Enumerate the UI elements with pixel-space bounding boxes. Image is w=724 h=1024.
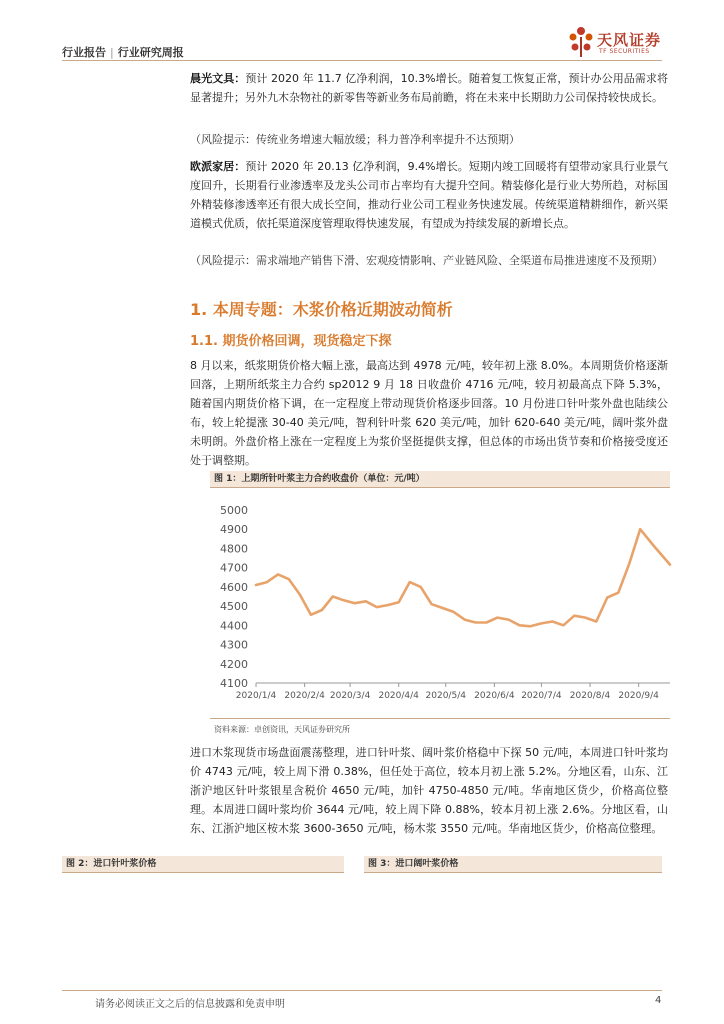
header-category: 行业报告 <box>62 46 106 59</box>
data-point <box>354 602 356 604</box>
data-point <box>255 584 257 586</box>
x-tick-label: 2020/1/4 <box>235 691 277 701</box>
y-axis <box>220 504 248 690</box>
data-point <box>607 597 609 599</box>
data-point <box>508 619 510 621</box>
data-point <box>288 578 290 580</box>
figure1-line-chart <box>200 495 680 705</box>
data-point <box>277 574 279 576</box>
data-point <box>596 621 598 623</box>
data-point <box>343 600 345 602</box>
y-tick-label: 4200 <box>220 657 248 671</box>
x-tick-label: 2020/2/4 <box>284 691 325 701</box>
data-point <box>618 592 620 594</box>
header-divider <box>62 60 662 61</box>
series-line-needle-pulp-futures <box>256 529 670 626</box>
data-point <box>541 623 543 625</box>
y-tick-label: 4600 <box>220 580 248 594</box>
figure3-caption: 图 3：进口阔叶浆价格 <box>364 856 662 872</box>
y-tick-label: 4700 <box>220 561 248 575</box>
data-point <box>654 546 656 548</box>
footer-disclaimer: 请务必阅读正文之后的信息披露和免责申明 <box>95 999 285 1010</box>
x-tick-label: 2020/5/4 <box>425 691 466 701</box>
figure1-source: 资料来源：卓创资讯，天风证券研究所 <box>214 725 350 734</box>
data-point <box>464 619 466 621</box>
report-header <box>62 44 184 60</box>
footer-divider <box>62 990 662 991</box>
data-point <box>299 594 301 596</box>
data-point <box>475 622 477 624</box>
data-point <box>486 622 488 624</box>
paragraph-chenguang <box>190 69 668 107</box>
risk-note-oupai: （风险提示：需求端地产销售下滑、宏观疫情影响、产业链风险、全渠道布局推进速度不及预期） <box>190 254 663 267</box>
data-point <box>453 611 455 613</box>
header-separator: | <box>110 46 114 59</box>
data-point <box>639 528 641 530</box>
paragraph-futures: 8 月以来，纸浆期货价格大幅上涨，最高达到 4978 元/吨，较年初上涨 8.0%。本周期货价格逐渐回落，上期所纸浆主力合约 sp2012 9 月 18 日收盘价 4716 元/吨，较月初最高点下降 5.3%，随着国内期货价格下调，在一定程度上带动现货价格逐步回落。10 月份进口针叶浆外盘也陆续公布，较上轮提涨 30-40 美元/吨，智利针叶浆 620 美元/吨，加针 620-640 美元/吨，阔叶浆外盘未明朗。外盘价格上涨在一定程度上为浆价坚挺提供支撑，但总体的市场出货节奏和价格接受度还处于调整期。 <box>190 359 668 467</box>
y-tick-label: 4100 <box>220 677 248 690</box>
figure1-caption: 图 1：上期所针叶浆主力合约收盘价（单位：元/吨） <box>210 471 670 487</box>
company-name-oupai: 欧派家居： <box>190 160 246 173</box>
figure3-caption-underline <box>364 872 662 873</box>
data-point <box>332 596 334 598</box>
data-point <box>376 606 378 608</box>
data-point <box>398 602 400 604</box>
data-point <box>321 609 323 611</box>
paragraph-spot-market: 进口木浆现货市场盘面震荡整理，进口针叶浆、阔叶浆价格稳中下探 50 元/吨，本周进口针叶浆均价 4743 元/吨，较上周下滑 0.38%，但任处于高位，较本月初上涨 5.2%。分地区看，山东、江浙沪地区针叶浆银星含税价 4650 元/吨，加针 4750-4850 元/吨。华南地区货少，价格高位整理。本周进口阔叶浆均价 3644 元/吨，较上周下降 0.88%，较本月初上涨 2.6%。分地区看，山东、江浙沪地区桉木浆 3600-3650 元/吨，杨木浆 3550 元/吨。华南地区货少，价格高位整理。 <box>190 746 668 835</box>
data-point <box>563 625 565 627</box>
data-point <box>310 614 312 616</box>
logo-flower-icon <box>567 25 595 59</box>
figure2-caption: 图 2：进口针叶浆价格 <box>62 856 344 872</box>
data-point <box>530 626 532 628</box>
data-point <box>442 607 444 609</box>
paragraph-text: 预计 2020 年 11.7 亿净利润，10.3%增长。随着复工恢复正常，预计办公用品需求将显著提升；另外九木杂物社的新零售等新业务布局前瞻，将在未来中长期助力公司保持较快成长。 <box>190 72 668 104</box>
paragraph-oupai <box>190 157 668 233</box>
risk-note-chenguang: （风险提示：传统业务增速大幅放缓；科力普净利率提升不达预期） <box>190 133 520 146</box>
company-logo <box>567 25 677 59</box>
data-point <box>552 621 554 623</box>
data-point <box>420 586 422 588</box>
logo-subtext: TF SECURITIES <box>599 48 650 55</box>
figure1-bottom-rule <box>210 718 670 719</box>
x-tick-label: 2020/9/4 <box>618 691 659 701</box>
y-tick-label: 4500 <box>220 600 248 614</box>
x-tick-label: 2020/6/4 <box>474 691 515 701</box>
y-tick-label: 5000 <box>220 504 248 517</box>
logo-text: 天风证券 <box>597 31 662 49</box>
x-tick-label: 2020/7/4 <box>521 691 562 701</box>
x-tick-label: 2020/3/4 <box>329 691 371 701</box>
y-tick-label: 4800 <box>220 542 248 556</box>
x-tick-label: 2020/8/4 <box>569 691 611 701</box>
subsection-heading: 1.1. 期货价格回调，现货稳定下探 <box>190 334 392 349</box>
data-point <box>574 615 576 617</box>
data-point <box>365 601 367 603</box>
y-tick-label: 4900 <box>220 523 248 537</box>
page-number: 4 <box>655 995 662 1006</box>
section-heading: 1. 本周专题：木浆价格近期波动简析 <box>190 300 453 319</box>
data-point <box>431 603 433 605</box>
paragraph-text: 预计 2020 年 20.13 亿净利润，9.4%增长。短期内竣工回暖将有望带动家具行业景气度回升，长期看行业渗透率及龙头公司市占率均有大提升空间。精装修化是行业大势所趋，对标国外精装修渗透率还有很大成长空间，推动行业公司工程业务快速发展。传统渠道精耕细作，新兴渠道模式优质，依托渠道深度管理取得快速发展，有望成为持续发展的新增长点。 <box>190 160 668 230</box>
data-point <box>409 581 411 583</box>
data-point <box>628 563 630 565</box>
y-tick-label: 4400 <box>220 619 248 633</box>
x-tick-label: 2020/4/4 <box>378 691 419 701</box>
data-point <box>519 625 521 627</box>
y-tick-label: 4300 <box>220 638 248 652</box>
data-point <box>266 581 268 583</box>
figure1-caption-underline <box>210 487 670 488</box>
data-point <box>669 564 671 566</box>
data-point <box>585 617 587 619</box>
data-point <box>387 604 389 606</box>
data-point <box>497 617 499 619</box>
company-name-chenguang: 晨光文具： <box>190 72 246 85</box>
figure2-caption-underline <box>62 872 344 873</box>
x-axis <box>236 683 670 701</box>
header-subcategory: 行业研究周报 <box>117 46 184 59</box>
